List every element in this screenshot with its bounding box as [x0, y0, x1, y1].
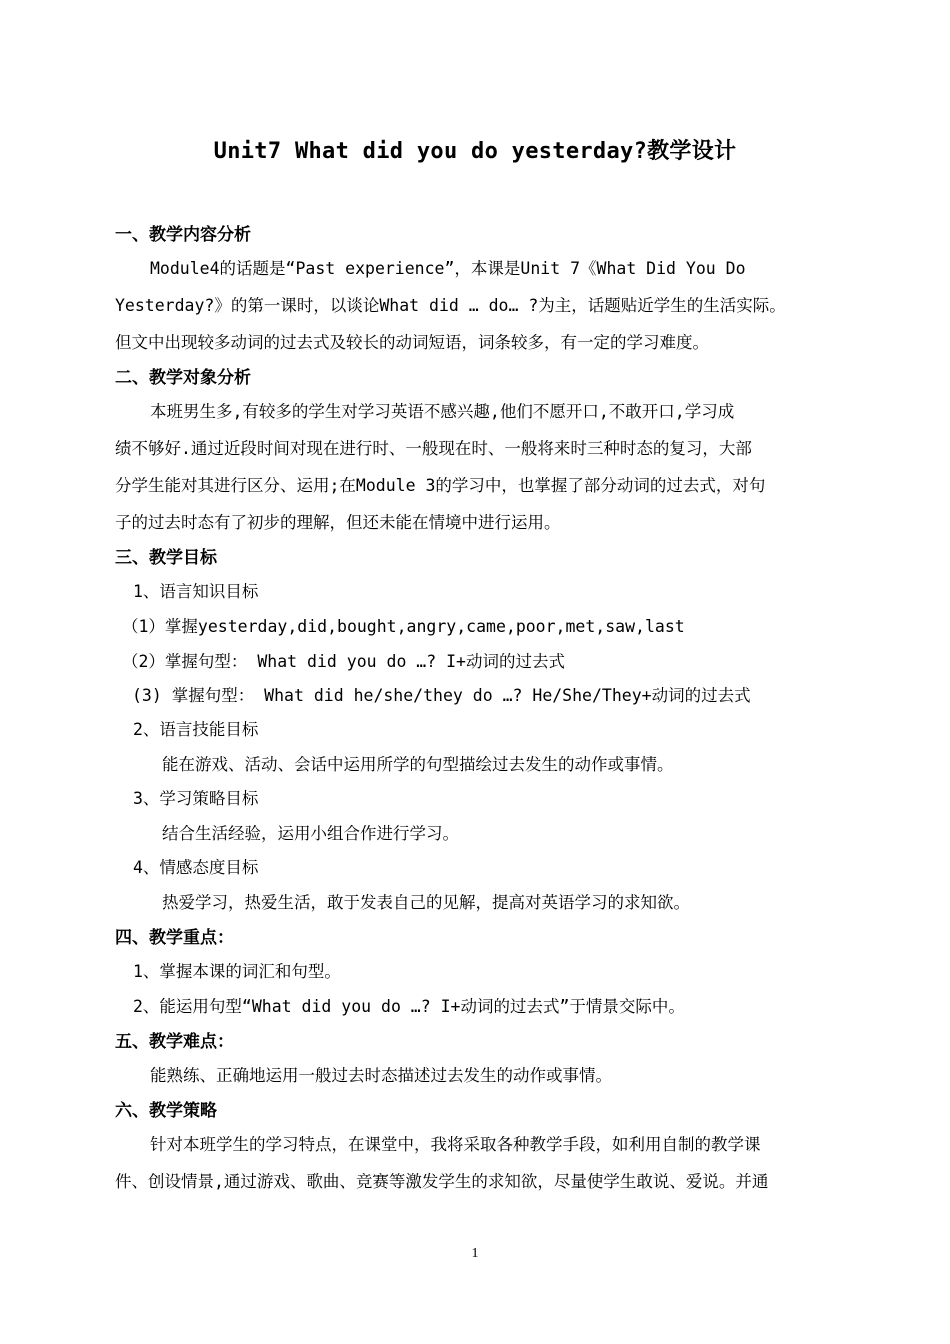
- section-heading-student-analysis: 二、教学对象分析: [115, 368, 251, 388]
- section-heading-strategy: 六、教学策略: [115, 1101, 217, 1121]
- section-heading-content-analysis: 一、教学内容分析: [115, 225, 251, 245]
- paragraph-line: Module4的话题是“Past experience”，本课是Unit 7《What Did You Do: [150, 259, 746, 278]
- paragraph-line: 绩不够好.通过近段时间对现在进行时、一般现在时、一般将来时三种时态的复习，大部: [115, 439, 752, 458]
- page-number: 1: [471, 1246, 479, 1261]
- objective-heading: 3、学习策略目标: [133, 789, 259, 808]
- list-item: （1）掌握yesterday,did,bought,angry,came,poor,met,saw,last: [122, 617, 685, 636]
- paragraph-line: 结合生活经验，运用小组合作进行学习。: [162, 824, 459, 843]
- paragraph-line: 分学生能对其进行区分、运用;在Module 3的学习中，也掌握了部分动词的过去式，对句: [115, 476, 766, 495]
- document-title: Unit7 What did you do yesterday?教学设计: [213, 139, 737, 164]
- paragraph-line: 针对本班学生的学习特点，在课堂中，我将采取各种教学手段，如利用自制的教学课: [150, 1135, 761, 1154]
- section-heading-key-points: 四、教学重点：: [115, 928, 234, 948]
- paragraph-line: 本班男生多,有较多的学生对学习英语不感兴趣,他们不愿开口,不敢开口,学习成: [150, 402, 735, 421]
- list-item: (3) 掌握句型： What did he/she/they do …? He/She/They+动词的过去式: [132, 686, 751, 705]
- section-heading-difficulties: 五、教学难点：: [115, 1032, 234, 1052]
- objective-heading: 1、语言知识目标: [133, 582, 259, 601]
- paragraph-line: Yesterday?》的第一课时，以谈论What did … do… ?为主，话题贴近学生的生活实际。: [115, 296, 786, 315]
- list-item: （2）掌握句型： What did you do …? I+动词的过去式: [122, 652, 565, 671]
- objective-heading: 2、语言技能目标: [133, 720, 259, 739]
- paragraph-line: 件、创设情景,通过游戏、歌曲、竞赛等激发学生的求知欲，尽量使学生敢说、爱说。并通: [115, 1172, 769, 1191]
- list-item: 2、能运用句型“What did you do …? I+动词的过去式”于情景交际中。: [133, 997, 685, 1016]
- paragraph-line: 子的过去时态有了初步的理解，但还未能在情境中进行运用。: [115, 513, 561, 532]
- paragraph-line: 热爱学习，热爱生活，敢于发表自己的见解，提高对英语学习的求知欲。: [162, 893, 690, 912]
- paragraph-line: 能熟练、正确地运用一般过去时态描述过去发生的动作或事情。: [150, 1066, 612, 1085]
- objective-heading: 4、情感态度目标: [133, 858, 259, 877]
- paragraph-line: 能在游戏、活动、会话中运用所学的句型描绘过去发生的动作或事情。: [162, 755, 674, 774]
- paragraph-line: 但文中出现较多动词的过去式及较长的动词短语，词条较多，有一定的学习难度。: [115, 333, 709, 352]
- list-item: 1、掌握本课的词汇和句型。: [133, 962, 341, 981]
- section-heading-objectives: 三、教学目标: [115, 548, 217, 568]
